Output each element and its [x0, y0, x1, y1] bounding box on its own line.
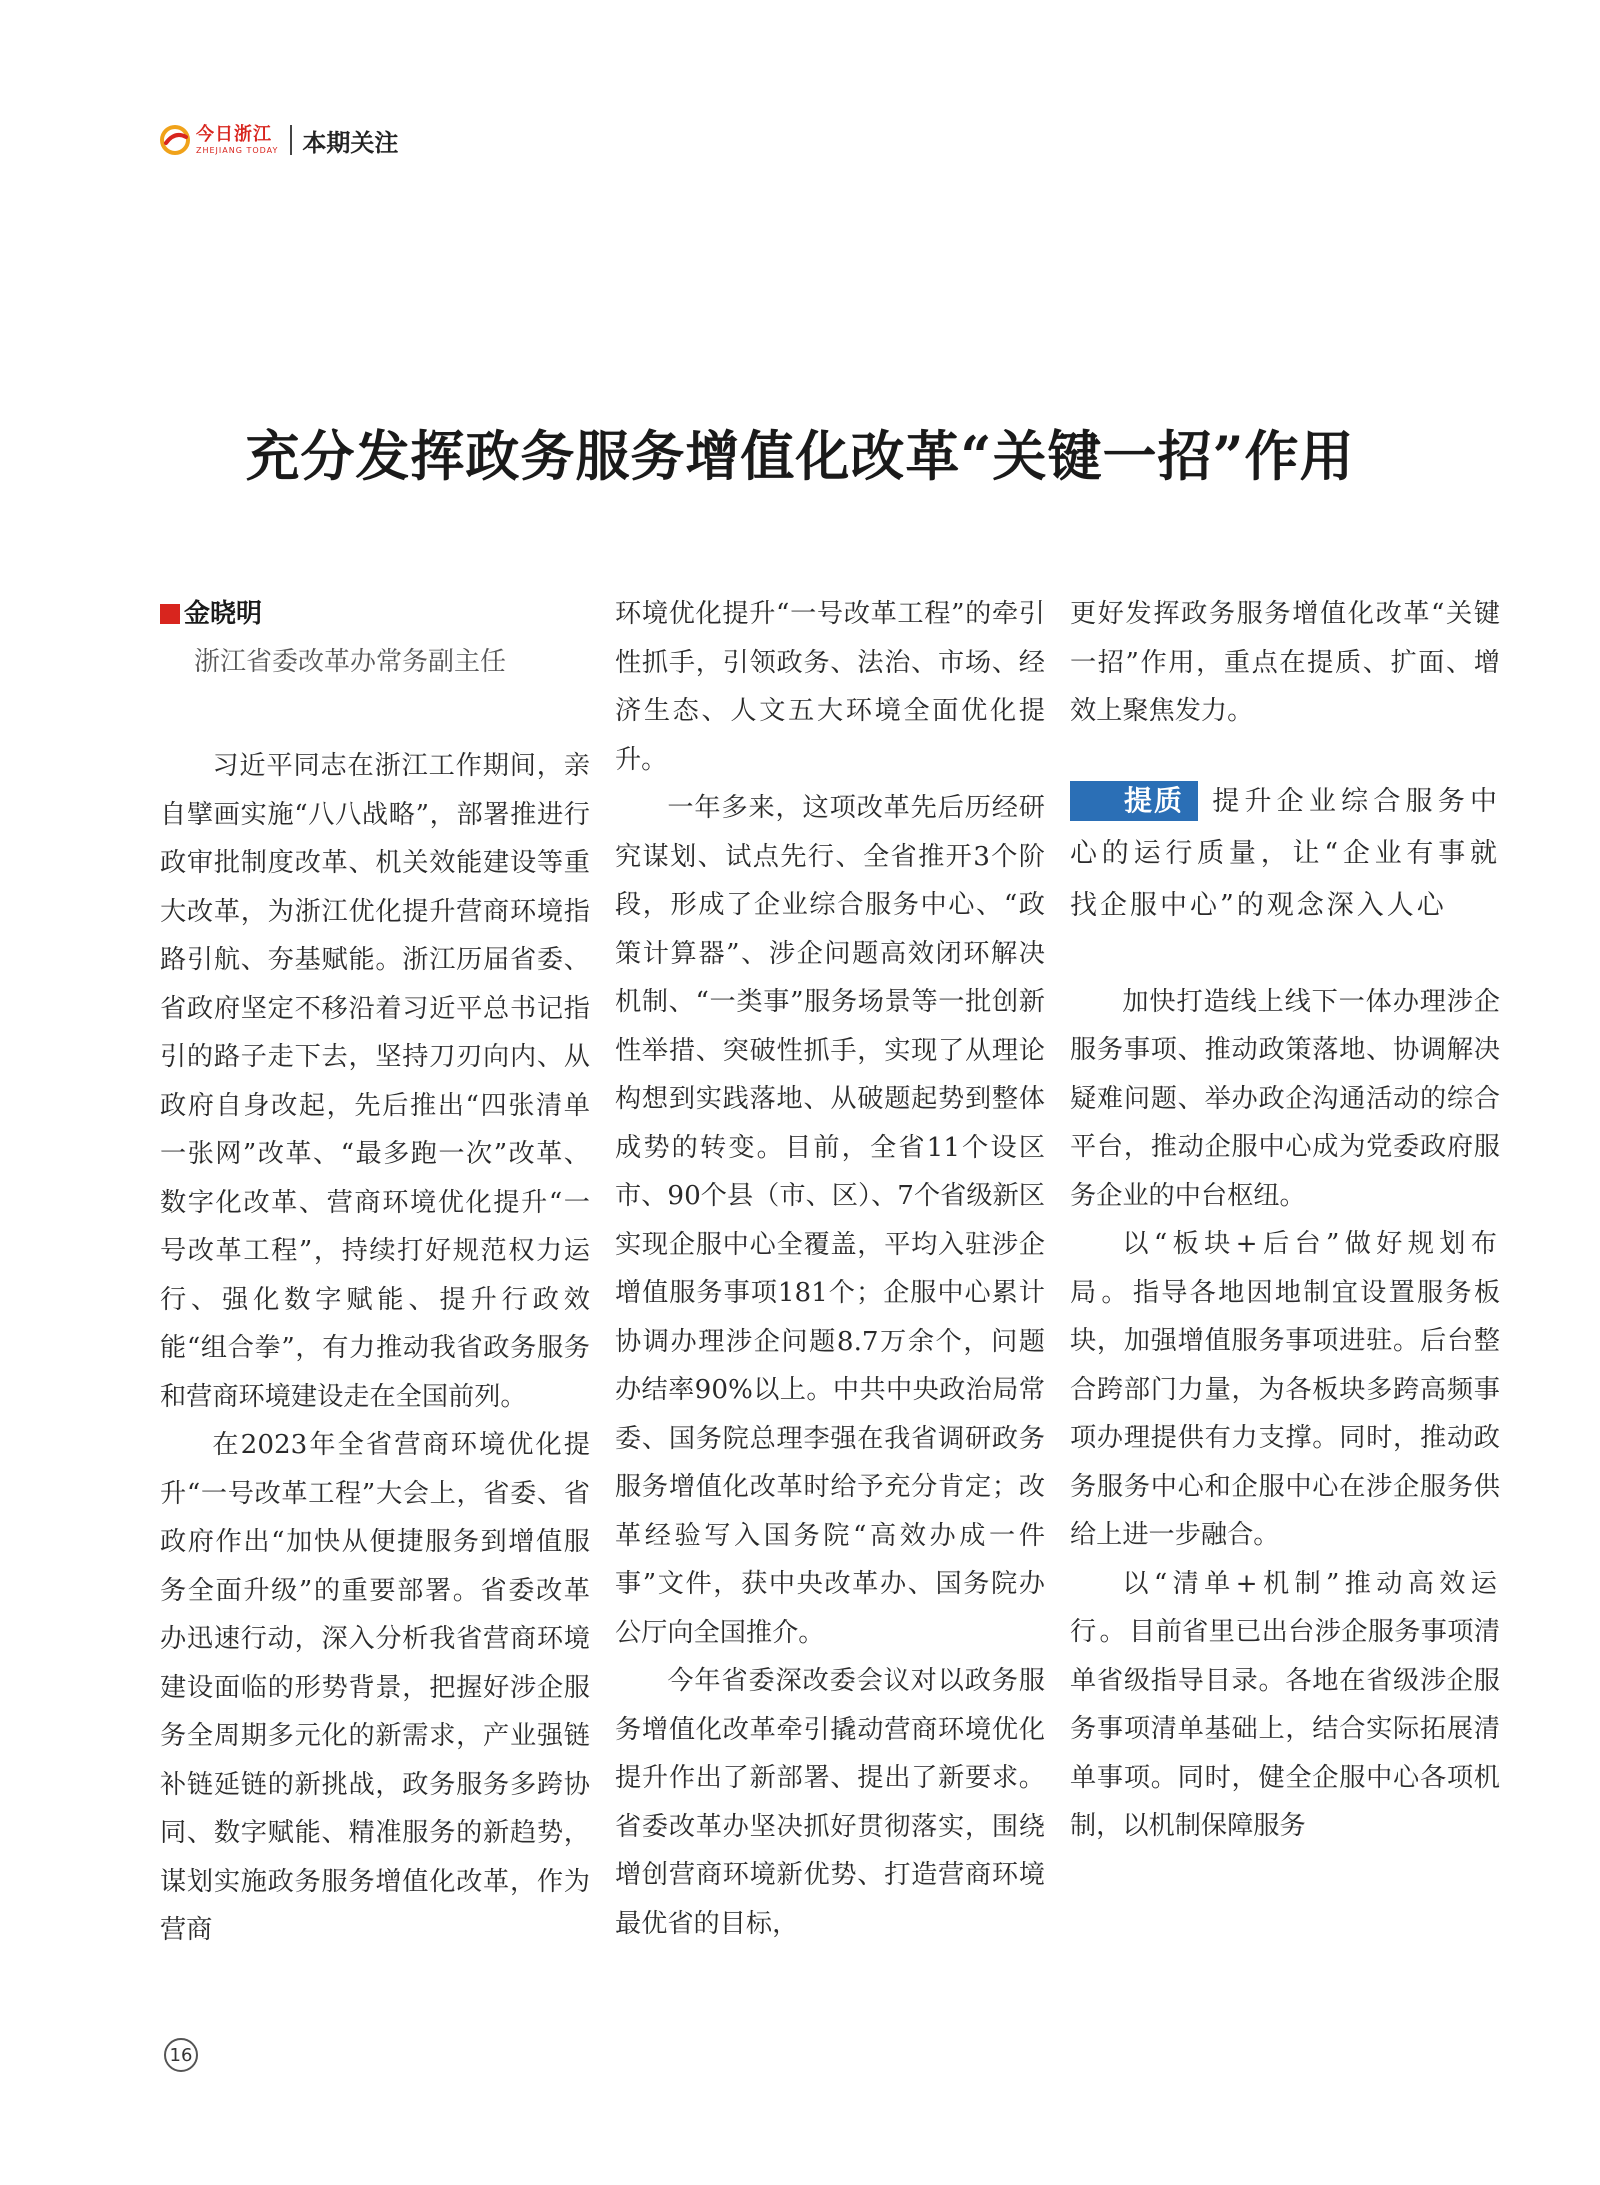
logo-cn: 今日浙江	[196, 123, 272, 145]
paragraph: 一年多来，这项改革先后历经研究谋划、试点先行、全省推开3个阶段，形成了企业综合服务中心、“政策计算器”、涉企问题高效闭环解决机制、“一类事”服务场景等一批创新性举措、突破性抓手，实现了从理论构想到实践落地、从破题起势到整体成势的转变。目前，全省11个设区市、90个县（市、区）、7个省级新区实现企服中心全覆盖，平均入驻涉企增值服务事项181个；企服中心累计协调办理涉企问题8.7万余个，问题办结率90%以上。中共中央政治局常委、国务院总理李强在我省调研政务服务增值化改革时给予充分肯定；改革经验写入国务院“高效办成一件事”文件，获中央改革办、国务院办公厅向全国推介。	[615, 793, 1045, 1648]
paragraph: 更好发挥政务服务增值化改革“关键一招”作用，重点在提质、扩面、增效上聚焦发力。	[1070, 599, 1500, 726]
header-divider	[290, 125, 292, 155]
logo-text	[196, 123, 279, 155]
column-3	[1070, 590, 1500, 1851]
paragraph: 今年省委深改委会议对以政务服务增值化改革牵引撬动营商环境优化提升作出了新部署、提出了新要求。省委改革办坚决抓好贯彻落实，围绕增创营商环境新优势、打造营商环境最优省的目标，	[615, 1666, 1045, 1939]
paragraph: 在2023年全省营商环境优化提升“一号改革工程”大会上，省委、省政府作出“加快从便捷服务到增值服务全面升级”的重要部署。省委改革办迅速行动，深入分析我省营商环境建设面临的形势背景，把握好涉企服务全周期多元化的新需求，产业强链补链延链的新挑战，政务服务多跨协同、数字赋能、精准服务的新趋势，谋划实施政务服务增值化改革，作为营商	[160, 1430, 590, 1945]
zhejiang-today-logo-icon	[160, 125, 190, 155]
paragraph: 环境优化提升“一号改革工程”的牵引性抓手，引领政务、法治、市场、经济生态、人文五大环境全面优化提升。	[615, 599, 1045, 775]
page-number: 16	[164, 2038, 198, 2072]
spacer	[1070, 736, 1500, 776]
callout-text: 提升企业综合服务中心的运行质量，让“企业有事就找企服中心”的观念深入人心	[1070, 785, 1500, 921]
author-title: 浙江省委改革办常务副主任	[194, 647, 507, 677]
author-marker	[160, 604, 180, 624]
paragraph: 习近平同志在浙江工作期间，亲自擘画实施“八八战略”，部署推进行政审批制度改革、机关效能建设等重大改革，为浙江优化提升营商环境指路引航、夯基赋能。浙江历届省委、省政府坚定不移沿着习近平总书记指引的路子走下去，坚持刀刃向内、从政府自身改起，先后推出“四张清单一张网”改革、“最多跑一次”改革、数字化改革、营商环境优化提升“一号改革工程”，持续打好规范权力运行、强化数字赋能、提升行政效能“组合拳”，有力推动我省政务服务和营商环境建设走在全国前列。	[160, 751, 590, 1412]
paragraph	[1070, 1220, 1500, 1560]
subsection-callout	[1070, 776, 1500, 932]
section-label: 本期关注	[302, 128, 399, 157]
paragraph	[1070, 1560, 1500, 1851]
spacer	[1070, 932, 1500, 978]
paragraph: 加快打造线上线下一体办理涉企服务事项、推动政策落地、协调解决疑难问题、举办政企沟通活动的综合平台，推动企服中心成为党委政府服务企业的中台枢纽。	[1070, 986, 1500, 1211]
header-bar	[160, 118, 398, 162]
paragraph-lead: 以“清单+机制”推动高效运行。	[1070, 1568, 1500, 1647]
column-2	[615, 590, 1045, 1948]
author-line	[160, 590, 590, 638]
paragraph-body: 目前省里已出台涉企服务事项清单省级指导目录。各地在省级涉企服务事项清单基础上，结合实际拓展清单事项。同时，健全企服中心各项机制，以机制保障服务	[1070, 1617, 1501, 1841]
column-1	[160, 590, 590, 1955]
article-title: 充分发挥政务服务增值化改革“关键一招”作用	[245, 424, 1355, 489]
paragraph-body: 指导各地因地制宜设置服务板块，加强增值服务事项进驻。后台整合跨部门力量，为各板块多跨高频事项办理提供有力支撑。同时，推动政务服务中心和企服中心在涉企服务供给上进一步融合。	[1070, 1277, 1501, 1550]
author-name: 金晓明	[184, 598, 263, 629]
callout-tag: 提质	[1070, 781, 1198, 821]
spacer	[160, 686, 590, 742]
paragraph-lead: 以“板块+后台”做好规划布局。	[1070, 1229, 1500, 1308]
logo-en: ZHEJIANG TODAY	[196, 145, 279, 155]
